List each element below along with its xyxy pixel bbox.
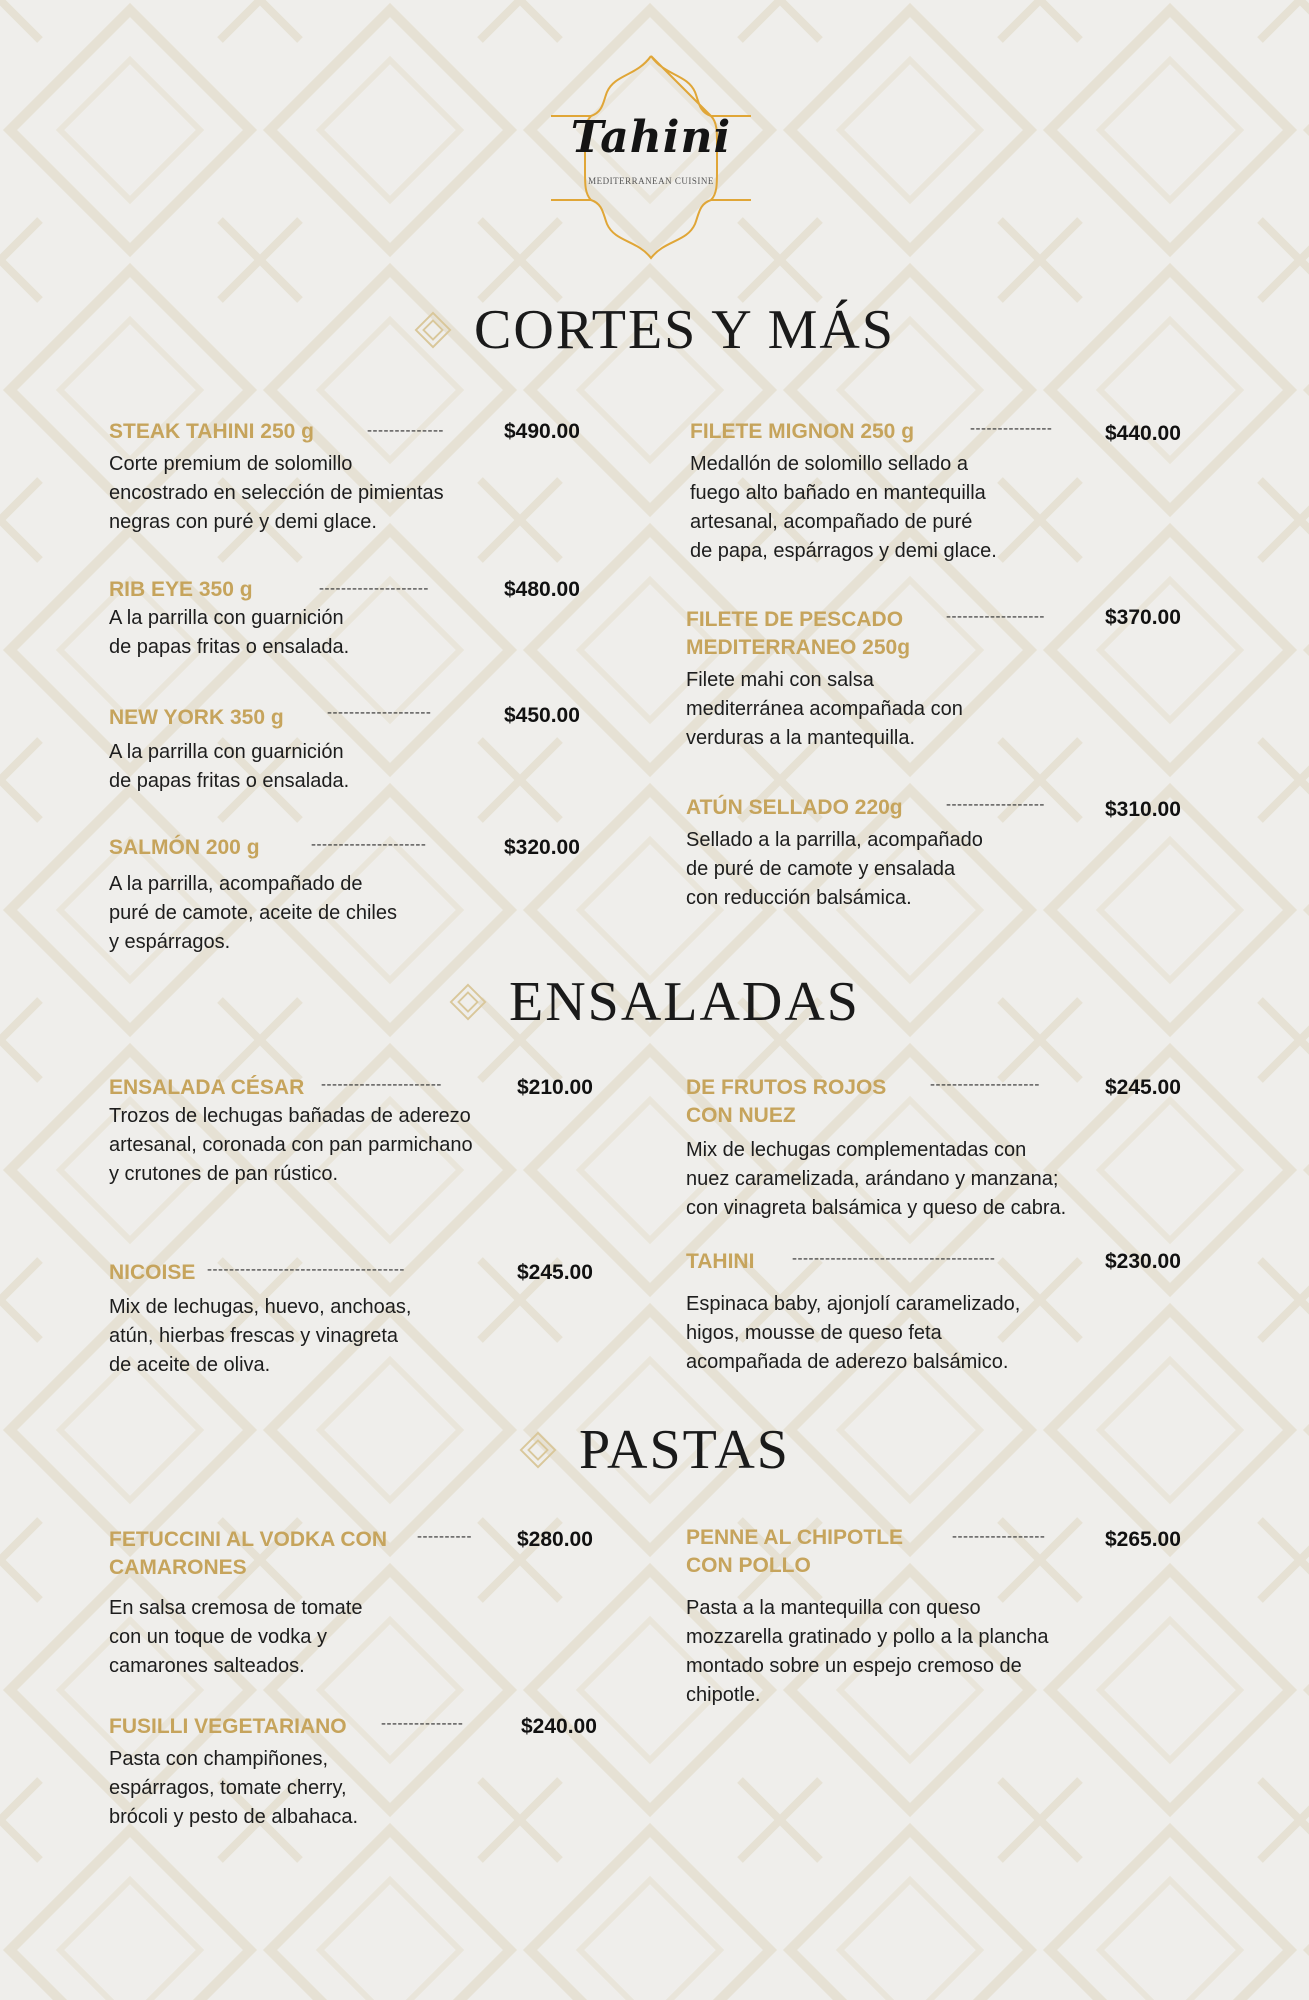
menu-item <box>109 704 599 796</box>
item-price: $265.00 <box>1105 1528 1181 1551</box>
item-description: Mix de lechugas complementadas con nuez caramelizada, arándano y manzana; con vinagreta balsámica y queso de cabra. <box>686 1139 1067 1219</box>
brand-logo <box>545 52 757 262</box>
menu-item <box>686 1248 1246 1377</box>
item-description: Medallón de solomillo sellado a fuego alto bañado en mantequilla artesanal, acompañado de puré de papa, espárragos y demi glace. <box>690 453 997 562</box>
item-name: ENSALADA CÉSAR <box>109 1076 305 1099</box>
item-dashes: --------------- <box>970 420 1053 437</box>
section-heading: CORTES Y MÁS <box>473 299 895 361</box>
item-name: STEAK TAHINI 250 g <box>109 420 314 443</box>
menu-item <box>109 1074 609 1189</box>
item-description: Pasta con champiñones, espárragos, tomate cherry, brócoli y pesto de albahaca. <box>109 1748 359 1828</box>
section-heading: PASTAS <box>579 1419 790 1481</box>
item-price: $440.00 <box>1105 422 1181 445</box>
section-title-ensaladas <box>0 970 1309 1034</box>
item-price: $240.00 <box>521 1715 597 1738</box>
item-dashes: ------------------- <box>327 704 432 721</box>
item-dashes: ---------- <box>417 1528 472 1545</box>
ornament-icon <box>449 983 487 1021</box>
item-price: $210.00 <box>517 1076 593 1099</box>
item-price: $370.00 <box>1105 606 1181 629</box>
item-description: A la parrilla, acompañado de puré de camote, aceite de chiles y espárragos. <box>109 873 397 953</box>
item-name: FILETE DE PESCADO MEDITERRANEO 250g <box>686 608 911 659</box>
menu-item <box>109 834 599 957</box>
item-dashes: -------------- <box>367 422 444 439</box>
item-name: FUSILLI VEGETARIANO <box>109 1715 347 1738</box>
item-name: ATÚN SELLADO 220g <box>686 796 903 819</box>
brand-subtitle: MEDITERRANEAN CUISINE <box>588 176 714 186</box>
item-dashes: ------------------ <box>946 796 1045 813</box>
section-title-pastas <box>0 1418 1309 1482</box>
menu-item <box>690 418 1210 566</box>
item-name: PENNE AL CHIPOTLE CON POLLO <box>686 1526 904 1577</box>
item-name: SALMÓN 200 g <box>109 836 260 859</box>
item-name: DE FRUTOS ROJOS CON NUEZ <box>686 1076 887 1127</box>
item-description: Pasta a la mantequilla con queso mozzarella gratinado y pollo a la plancha montado sobre un espejo cremoso de chipotle. <box>686 1597 1049 1706</box>
brand-name: Tahini <box>570 112 732 163</box>
item-description: Espinaca baby, ajonjolí caramelizado, higos, mousse de queso feta acompañada de aderezo balsámico. <box>686 1293 1021 1373</box>
item-name: NEW YORK 350 g <box>109 706 284 729</box>
item-dashes: ---------------------- <box>321 1076 442 1093</box>
item-description: Corte premium de solomillo encostrado en selección de pimientas negras con puré y demi glace. <box>109 453 444 533</box>
item-price: $230.00 <box>1105 1250 1181 1273</box>
menu-item <box>109 1259 609 1380</box>
item-description: Trozos de lechugas bañadas de aderezo artesanal, coronada con pan parmichano y crutones de pan rústico. <box>109 1105 473 1185</box>
menu-item <box>109 1713 619 1832</box>
item-price: $245.00 <box>517 1261 593 1284</box>
item-price: $310.00 <box>1105 798 1181 821</box>
item-dashes: ------------------------------------ <box>207 1261 405 1278</box>
item-price: $245.00 <box>1105 1076 1181 1099</box>
item-dashes: ------------------------------------- <box>792 1250 996 1267</box>
item-dashes: ----------------- <box>952 1528 1046 1545</box>
item-description: A la parrilla con guarnición de papas fritas o ensalada. <box>109 741 350 792</box>
item-description: Mix de lechugas, huevo, anchoas, atún, hierbas frescas y vinagreta de aceite de oliva. <box>109 1296 412 1376</box>
item-dashes: ------------------ <box>946 608 1045 625</box>
ornament-icon <box>519 1431 557 1469</box>
menu-item <box>109 1526 609 1681</box>
item-price: $450.00 <box>504 704 580 727</box>
item-description: A la parrilla con guarnición de papas fritas o ensalada. <box>109 607 350 658</box>
item-name: NICOISE <box>109 1261 196 1284</box>
item-description: Sellado a la parrilla, acompañado de puré de camote y ensalada con reducción balsámica. <box>686 829 983 909</box>
item-description: En salsa cremosa de tomate con un toque de vodka y camarones salteados. <box>109 1597 363 1677</box>
ornament-icon <box>414 311 452 349</box>
menu-item <box>109 418 599 537</box>
menu-item <box>686 794 1206 913</box>
section-title-cortes <box>0 298 1309 362</box>
item-dashes: -------------------- <box>930 1076 1040 1093</box>
item-name: FETUCCINI AL VODKA CON CAMARONES <box>109 1528 388 1579</box>
menu-item <box>686 1524 1246 1710</box>
item-name: FILETE MIGNON 250 g <box>690 420 915 443</box>
item-name: TAHINI <box>686 1250 755 1273</box>
menu-item <box>686 1074 1246 1223</box>
item-dashes: -------------------- <box>319 580 429 597</box>
item-price: $480.00 <box>504 578 580 601</box>
item-dashes: --------------------- <box>311 836 427 853</box>
item-dashes: --------------- <box>381 1715 464 1732</box>
item-name: RIB EYE 350 g <box>109 578 253 601</box>
item-price: $280.00 <box>517 1528 593 1551</box>
section-heading: ENSALADAS <box>509 971 860 1033</box>
item-description: Filete mahi con salsa mediterránea acompañada con verduras a la mantequilla. <box>686 669 963 749</box>
item-price: $320.00 <box>504 836 580 859</box>
menu-item <box>109 576 599 662</box>
menu-item <box>686 606 1206 753</box>
item-price: $490.00 <box>504 420 580 443</box>
